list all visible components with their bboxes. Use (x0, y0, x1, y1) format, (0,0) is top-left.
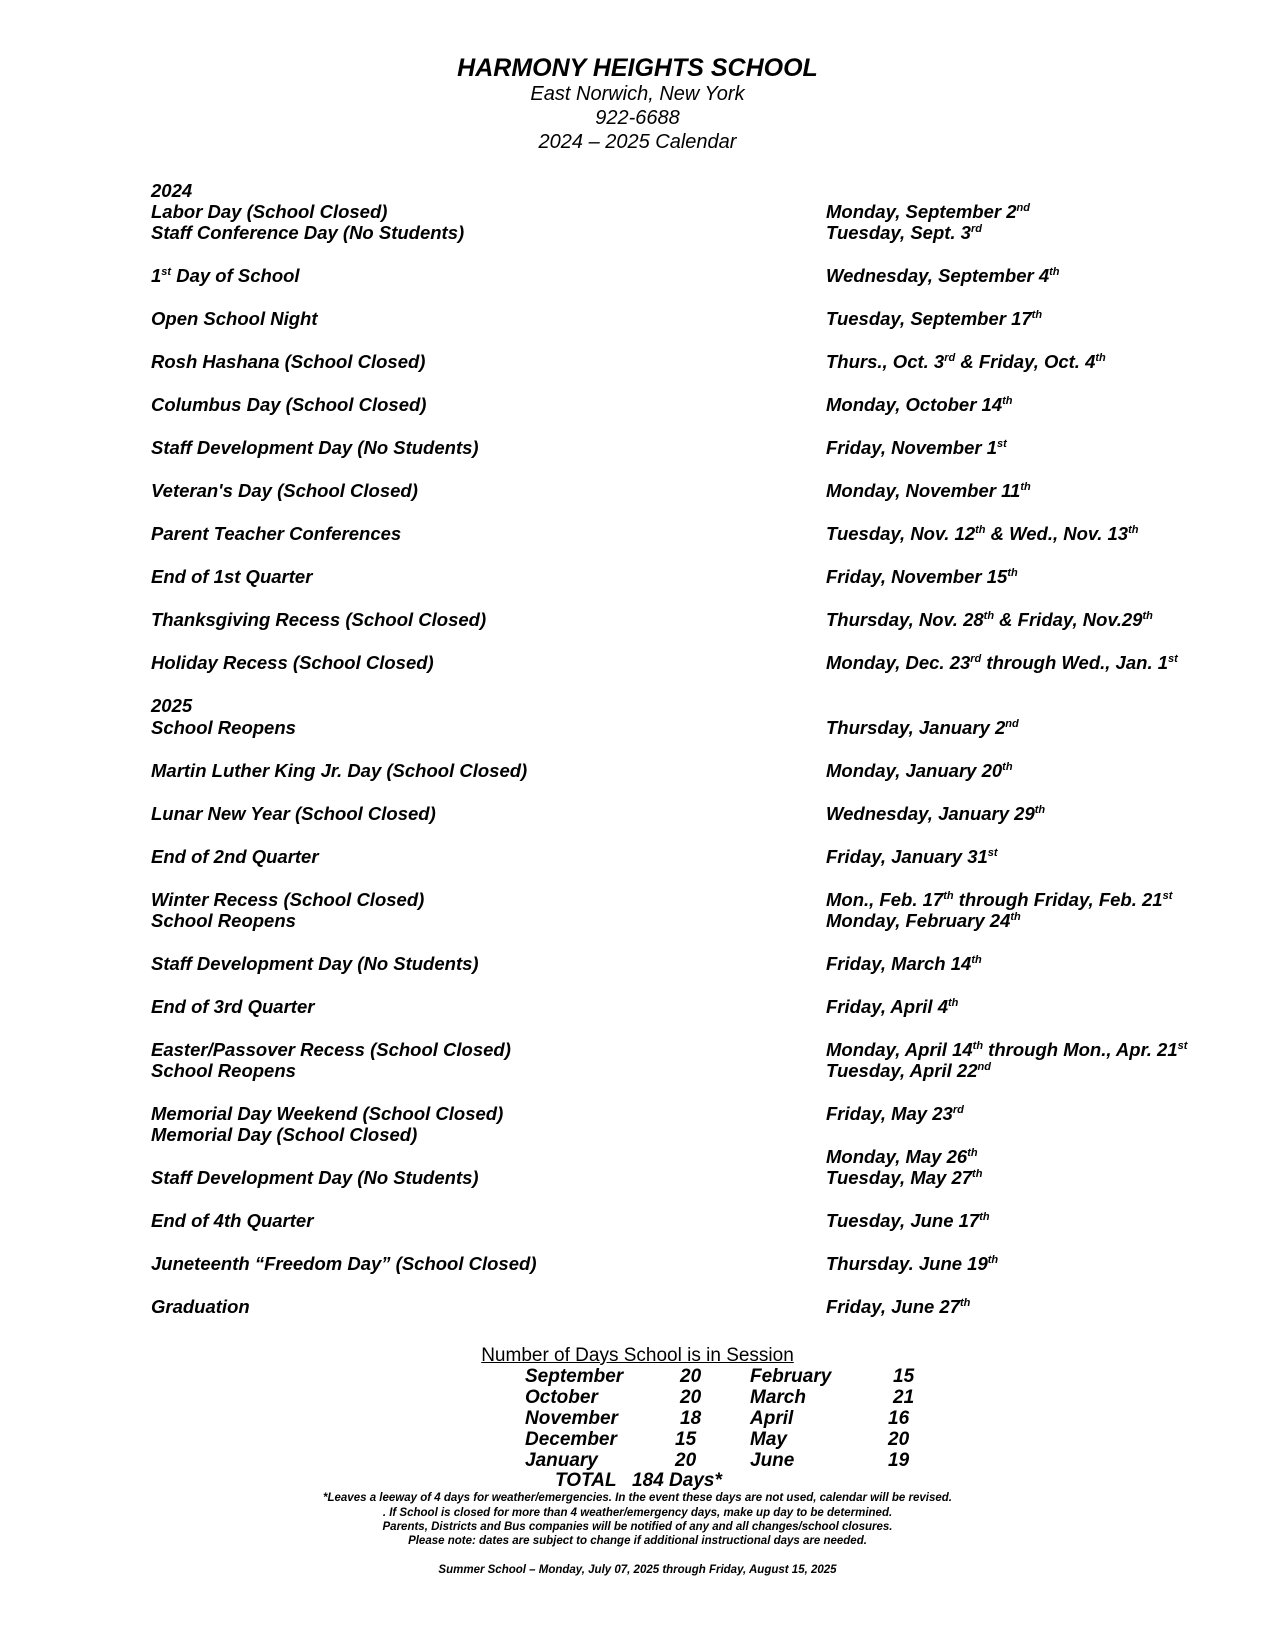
event-date: Monday, February 24th (826, 910, 1021, 931)
event-date: Tuesday, May 27th (826, 1167, 983, 1188)
month-label: April (750, 1408, 794, 1429)
month-days: 15 (675, 1429, 697, 1450)
month-label: June (750, 1450, 795, 1471)
month-days: 19 (888, 1450, 910, 1471)
event-date: Friday, November 15th (826, 566, 1018, 587)
event-name: Columbus Day (School Closed) (151, 394, 427, 415)
month-label: September (525, 1366, 624, 1387)
month-label: December (525, 1429, 617, 1450)
event-date: Thursday, January 2nd (826, 717, 1019, 738)
event-date: Friday, April 4th (826, 996, 959, 1017)
event-date: Monday, April 14th through Mon., Apr. 21st (826, 1039, 1188, 1060)
month-days: 15 (893, 1366, 915, 1387)
event-name: Martin Luther King Jr. Day (School Closed) (151, 760, 528, 781)
event-date: Friday, March 14th (826, 953, 982, 974)
event-date: Monday, September 2nd (826, 201, 1030, 222)
event-name: Graduation (151, 1296, 250, 1317)
event-name: Memorial Day (School Closed) (151, 1124, 418, 1145)
calendar-year: 2024 – 2025 Calendar (538, 131, 737, 153)
month-label: May (750, 1429, 787, 1450)
event-date: Thursday. June 19th (826, 1253, 999, 1274)
school-phone: 922-6688 (595, 107, 680, 129)
event-date: Monday, May 26th (826, 1146, 978, 1167)
event-date: Wednesday, September 4th (826, 265, 1060, 286)
event-name: Holiday Recess (School Closed) (151, 652, 434, 673)
session-days-title: Number of Days School is in Session (481, 1345, 794, 1366)
event-name: End of 1st Quarter (151, 566, 313, 587)
event-name: Staff Development Day (No Students) (151, 437, 479, 458)
event-name: Parent Teacher Conferences (151, 523, 402, 544)
month-label: January (525, 1450, 598, 1471)
year-heading-2025: 2025 (151, 695, 193, 716)
footnote: . If School is closed for more than 4 weather/emergency days, make up day to be determined. (382, 1507, 893, 1519)
event-name: Labor Day (School Closed) (151, 201, 388, 222)
event-name: Staff Development Day (No Students) (151, 953, 479, 974)
month-days: 20 (888, 1429, 910, 1450)
event-date: Tuesday, September 17th (826, 308, 1043, 329)
event-name: Thanksgiving Recess (School Closed) (151, 609, 487, 630)
event-date: Tuesday, June 17th (826, 1210, 990, 1231)
event-date: Friday, May 23rd (826, 1103, 964, 1124)
event-name: 1st Day of School (151, 265, 300, 286)
event-date: Monday, January 20th (826, 760, 1013, 781)
event-date: Monday, October 14th (826, 394, 1013, 415)
month-label: March (750, 1387, 806, 1408)
school-location: East Norwich, New York (530, 83, 745, 105)
footnote: Please note: dates are subject to change if additional instructional days are needed. (408, 1535, 867, 1547)
session-total: TOTAL 184 Days* (555, 1470, 722, 1491)
event-date: Friday, June 27th (826, 1296, 971, 1317)
event-name: Juneteenth “Freedom Day” (School Closed) (151, 1253, 537, 1274)
month-label: November (525, 1408, 618, 1429)
event-name: Open School Night (151, 308, 318, 329)
year-heading-2024: 2024 (151, 180, 193, 201)
event-date: Tuesday, Sept. 3rd (826, 222, 982, 243)
summer-school-note: Summer School – Monday, July 07, 2025 through Friday, August 15, 2025 (438, 1564, 837, 1576)
event-name: Rosh Hashana (School Closed) (151, 351, 426, 372)
event-name: School Reopens (151, 717, 296, 738)
event-name: End of 4th Quarter (151, 1210, 314, 1231)
event-date: Tuesday, April 22nd (826, 1060, 991, 1081)
event-name: School Reopens (151, 910, 296, 931)
month-days: 20 (680, 1366, 702, 1387)
month-days: 20 (675, 1450, 697, 1471)
month-days: 16 (888, 1408, 910, 1429)
event-date: Mon., Feb. 17th through Friday, Feb. 21st (826, 889, 1173, 910)
month-days: 21 (893, 1387, 915, 1408)
event-date: Tuesday, Nov. 12th & Wed., Nov. 13th (826, 523, 1139, 544)
event-name: End of 3rd Quarter (151, 996, 315, 1017)
footnote: *Leaves a leeway of 4 days for weather/emergencies. In the event these days are not used, calendar will be revised. (323, 1492, 952, 1504)
event-name: Staff Conference Day (No Students) (151, 222, 465, 243)
event-name: End of 2nd Quarter (151, 846, 319, 867)
month-label: October (525, 1387, 598, 1408)
event-name: Winter Recess (School Closed) (151, 889, 425, 910)
event-name: School Reopens (151, 1060, 296, 1081)
event-date: Thurs., Oct. 3rd & Friday, Oct. 4th (826, 351, 1106, 372)
event-date: Monday, November 11th (826, 480, 1031, 501)
footnote: Parents, Districts and Bus companies will be notified of any and all changes/school closures. (382, 1521, 893, 1533)
event-date: Thursday, Nov. 28th & Friday, Nov.29th (826, 609, 1153, 630)
event-name: Staff Development Day (No Students) (151, 1167, 479, 1188)
month-label: February (750, 1366, 832, 1387)
event-name: Memorial Day Weekend (School Closed) (151, 1103, 504, 1124)
event-date: Friday, January 31st (826, 846, 998, 867)
month-days: 20 (680, 1387, 702, 1408)
event-name: Lunar New Year (School Closed) (151, 803, 436, 824)
month-days: 18 (680, 1408, 702, 1429)
event-name: Veteran's Day (School Closed) (151, 480, 418, 501)
event-name: Easter/Passover Recess (School Closed) (151, 1039, 511, 1060)
event-date: Wednesday, January 29th (826, 803, 1046, 824)
event-date: Friday, November 1st (826, 437, 1007, 458)
event-date: Monday, Dec. 23rd through Wed., Jan. 1st (826, 652, 1178, 673)
school-title: HARMONY HEIGHTS SCHOOL (457, 54, 818, 82)
